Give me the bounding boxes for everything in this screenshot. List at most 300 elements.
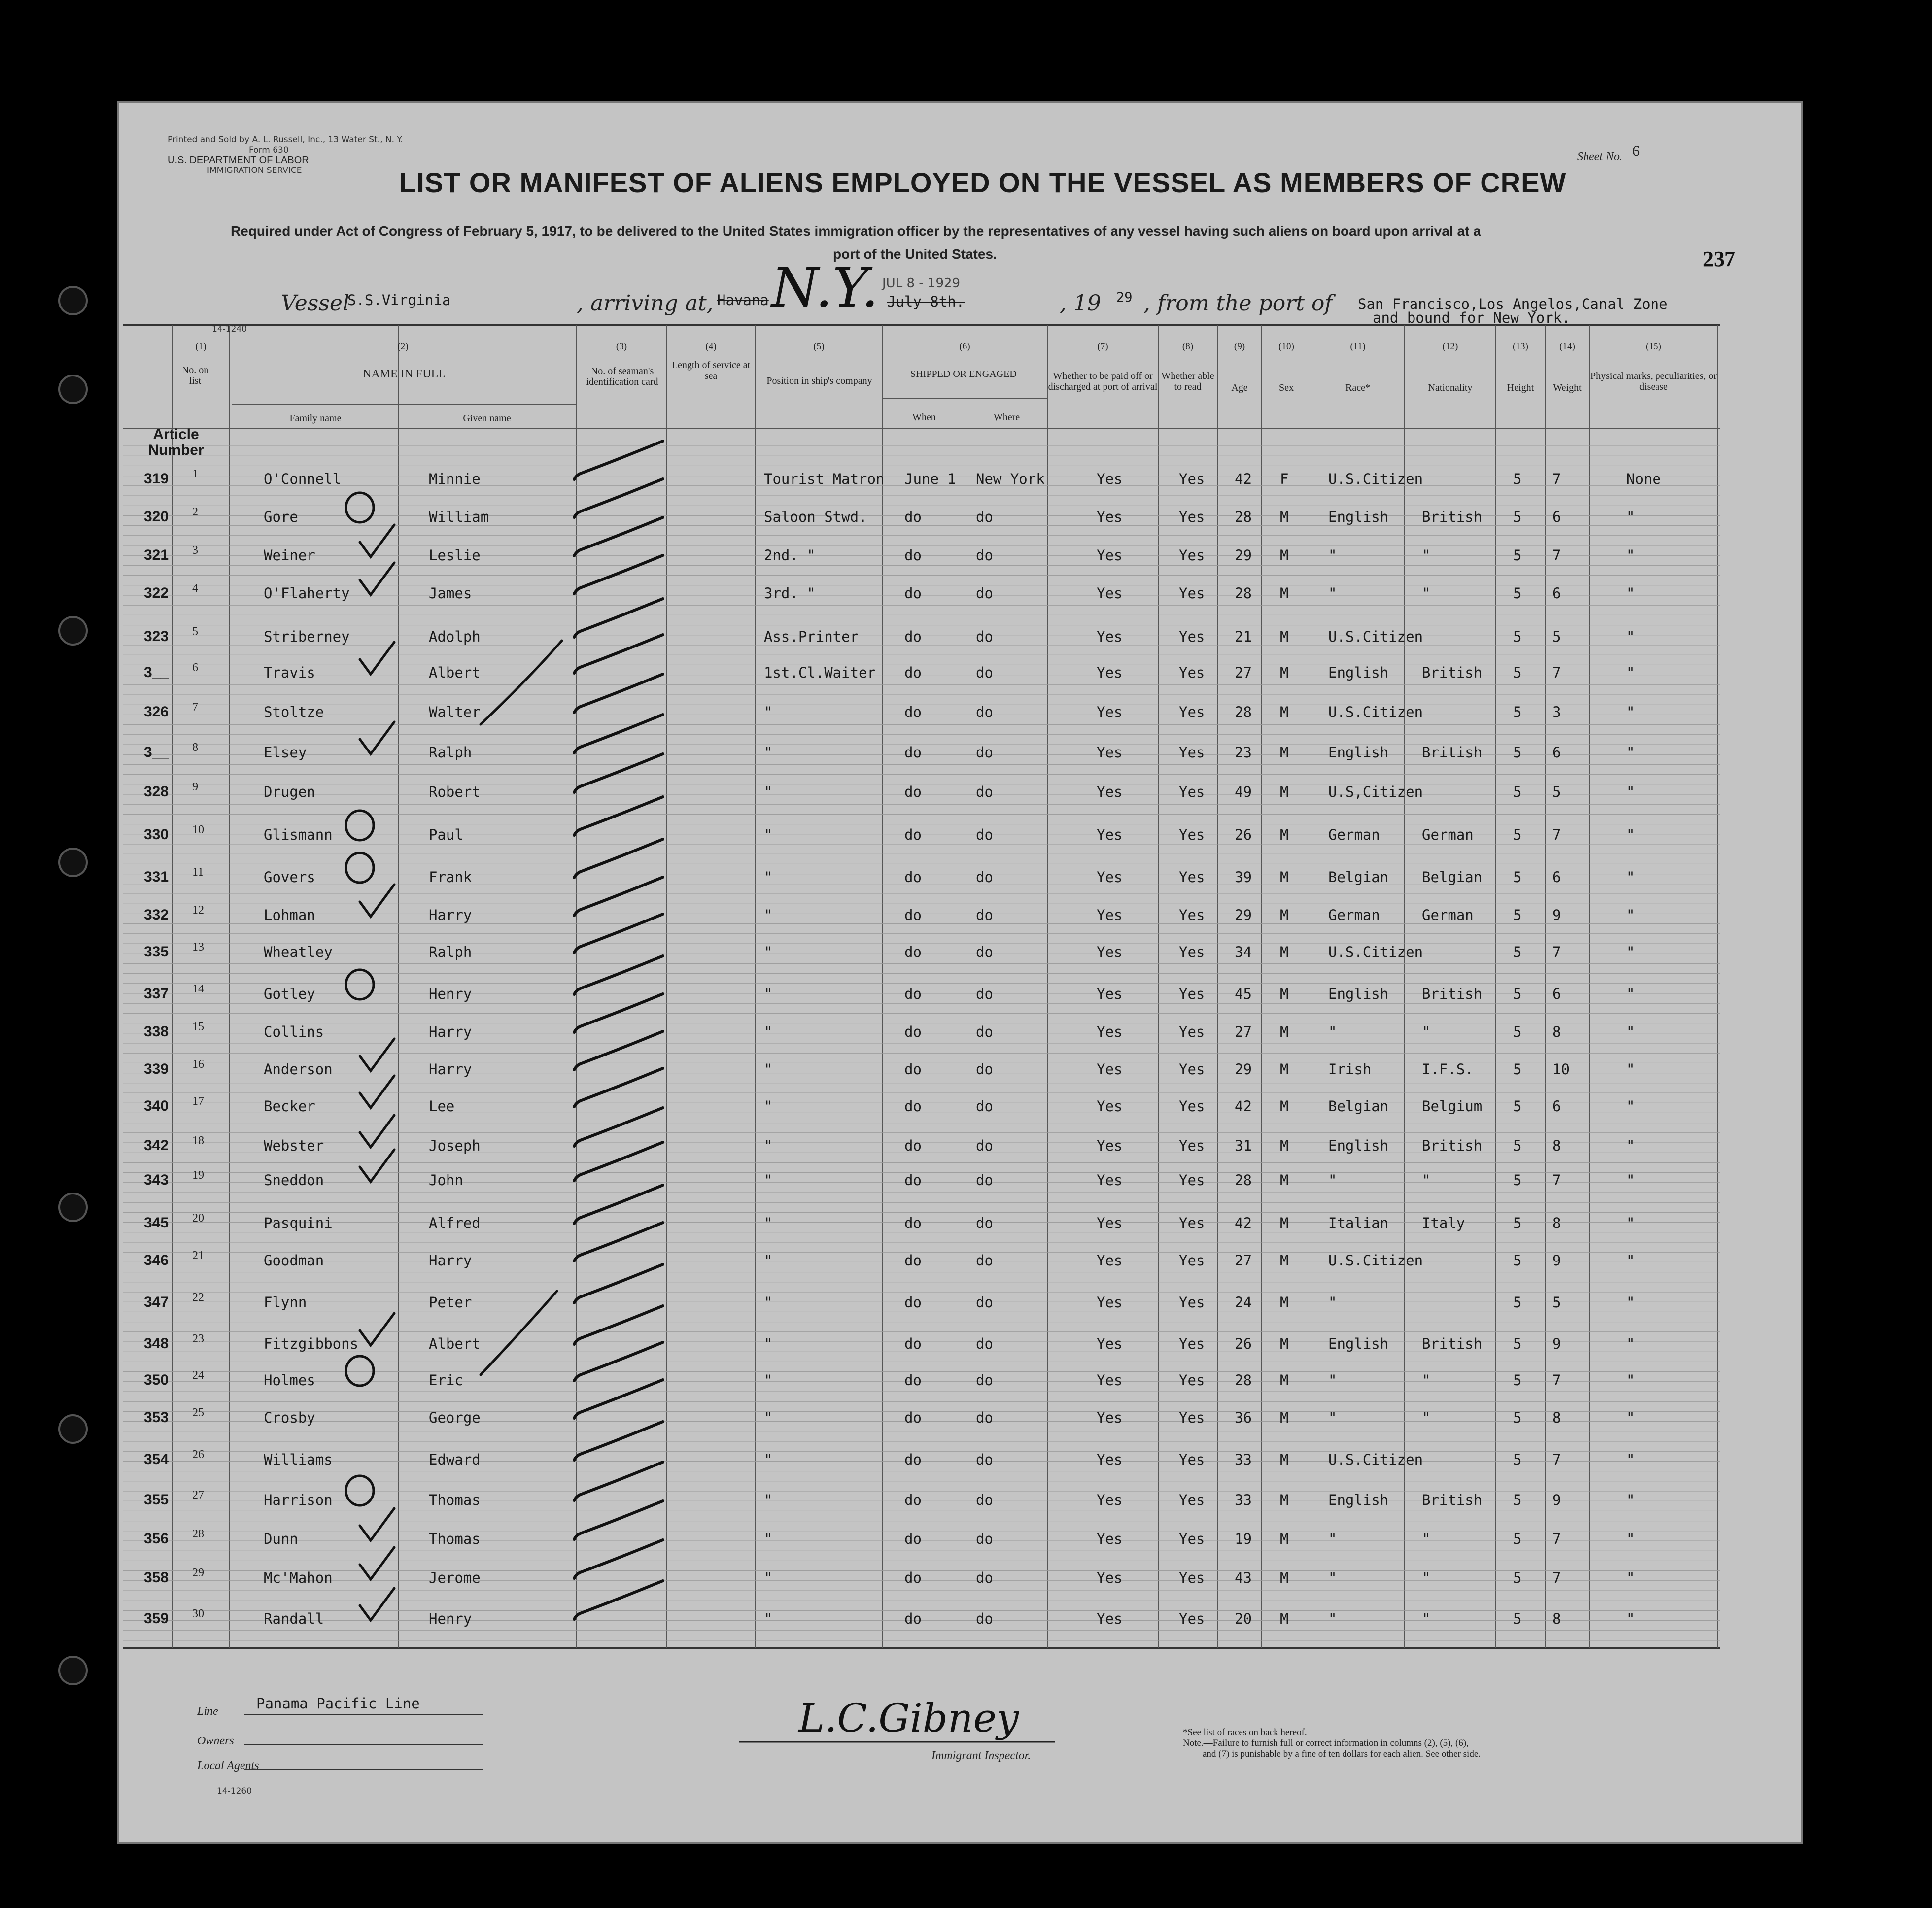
position: Tourist Matron <box>764 471 885 487</box>
id-card-check-mark <box>574 1422 663 1460</box>
paid-off: Yes <box>1097 1098 1123 1115</box>
tick-mark <box>360 885 394 917</box>
list-number: 21 <box>192 1249 204 1262</box>
paid-off: Yes <box>1097 1023 1123 1040</box>
vessel-label: Vessel <box>281 291 350 316</box>
weight: 5 <box>1552 1294 1561 1311</box>
nationality: " <box>1422 585 1431 602</box>
paid-off: Yes <box>1097 1335 1123 1352</box>
given-name: Paul <box>429 826 463 843</box>
position: Ass.Printer <box>764 628 859 645</box>
tick-mark <box>360 1039 394 1071</box>
height: 5 <box>1513 1335 1522 1352</box>
able-to-read: Yes <box>1179 1098 1205 1115</box>
shipped-where: do <box>976 1610 993 1627</box>
physical-marks: " <box>1626 869 1635 886</box>
height: 5 <box>1513 1569 1522 1586</box>
nationality: " <box>1422 1409 1431 1426</box>
nationality: " <box>1422 1172 1431 1189</box>
sex: M <box>1280 509 1289 525</box>
physical-marks: " <box>1626 986 1635 1002</box>
sex: M <box>1280 585 1289 602</box>
shipped-when: do <box>904 628 922 645</box>
shipped-when: do <box>904 1215 922 1231</box>
given-name: Ralph <box>429 944 472 960</box>
list-number: 22 <box>192 1291 204 1304</box>
race: U.S,Citizen <box>1328 784 1423 800</box>
list-number: 16 <box>192 1058 204 1071</box>
physical-marks: " <box>1626 1531 1635 1547</box>
position: " <box>764 869 773 886</box>
race: " <box>1328 1531 1337 1547</box>
id-card-check-mark <box>574 599 663 637</box>
race: " <box>1328 1610 1337 1627</box>
physical-marks: " <box>1626 585 1635 602</box>
header-family-name: Family name <box>289 413 342 424</box>
shipped-where: do <box>976 784 993 800</box>
physical-marks: " <box>1626 1252 1635 1269</box>
shipped-when: do <box>904 1137 922 1154</box>
article-number: 326 <box>144 704 169 720</box>
race: " <box>1328 1294 1337 1311</box>
position: " <box>764 1451 773 1468</box>
family-name: Fitzgibbons <box>264 1335 359 1352</box>
weight: 7 <box>1552 826 1561 843</box>
id-card-check-mark <box>574 441 663 479</box>
family-name: Becker <box>264 1098 315 1115</box>
given-name: Thomas <box>429 1531 481 1547</box>
penalty-note-2: and (7) is punishable by a fine of ten dollars for each alien. See other side. <box>1203 1749 1481 1759</box>
shipped-when: do <box>904 1492 922 1508</box>
shipped-when: do <box>904 1335 922 1352</box>
line-value: Panama Pacific Line <box>256 1695 420 1712</box>
shipped-when: do <box>904 704 922 720</box>
age: 26 <box>1235 1335 1252 1352</box>
column-number: (6) <box>959 341 970 352</box>
article-number: 358 <box>144 1569 169 1586</box>
column-number: (5) <box>813 341 825 352</box>
given-name: Walter <box>429 704 481 720</box>
able-to-read: Yes <box>1179 585 1205 602</box>
list-number: 26 <box>192 1448 204 1461</box>
paid-off: Yes <box>1097 1492 1123 1508</box>
article-number: 322 <box>144 585 169 601</box>
family-name: Elsey <box>264 744 307 761</box>
article-number: 355 <box>144 1492 169 1508</box>
article-number: 3__ <box>144 744 169 760</box>
list-number: 5 <box>192 625 198 638</box>
race: U.S.Citizen <box>1328 944 1423 960</box>
given-name: Albert <box>429 664 481 681</box>
able-to-read: Yes <box>1179 944 1205 960</box>
height: 5 <box>1513 1172 1522 1189</box>
shipped-where: do <box>976 986 993 1002</box>
id-card-check-mark <box>574 1380 663 1418</box>
nationality: " <box>1422 547 1431 564</box>
sex: M <box>1280 1023 1289 1040</box>
id-card-check-mark <box>574 1264 663 1303</box>
position: " <box>764 1372 773 1389</box>
family-name: Travis <box>264 664 315 681</box>
position: " <box>764 944 773 960</box>
race: " <box>1328 1372 1337 1389</box>
from-port-label: , from the port of <box>1143 291 1333 316</box>
able-to-read: Yes <box>1179 1023 1205 1040</box>
weight: 7 <box>1552 1569 1561 1586</box>
family-name: Gotley <box>264 986 315 1002</box>
nationality: " <box>1422 1610 1431 1627</box>
tick-mark <box>360 1508 394 1540</box>
line-label: Line <box>197 1705 218 1718</box>
list-number: 17 <box>192 1095 204 1108</box>
nationality: Belgian <box>1422 869 1483 886</box>
list-number: 13 <box>192 941 204 954</box>
shipped-when: do <box>904 1172 922 1189</box>
paid-off: Yes <box>1097 704 1123 720</box>
article-number: 335 <box>144 944 169 960</box>
shipped-where: do <box>976 547 993 564</box>
weight: 7 <box>1552 1451 1561 1468</box>
id-card-check-mark <box>574 1462 663 1500</box>
header-shipped: SHIPPED OR ENGAGED <box>910 369 1017 379</box>
article-number: 339 <box>144 1061 169 1077</box>
tick-mark <box>360 722 394 754</box>
race: " <box>1328 1409 1337 1426</box>
shipped-when: do <box>904 547 922 564</box>
sex: M <box>1280 784 1289 800</box>
physical-marks: " <box>1626 664 1635 681</box>
list-number: 10 <box>192 823 204 836</box>
given-name: Frank <box>429 869 472 886</box>
weight: 6 <box>1552 869 1561 886</box>
position: " <box>764 1098 773 1115</box>
race: " <box>1328 585 1337 602</box>
family-name: Striberney <box>264 628 350 645</box>
page-number: 237 <box>1703 247 1735 271</box>
arriving-port-struck: Havana <box>717 292 769 308</box>
article-number: 342 <box>144 1137 169 1154</box>
given-name: John <box>429 1172 463 1189</box>
able-to-read: Yes <box>1179 744 1205 761</box>
article-number: 321 <box>144 547 169 563</box>
age: 28 <box>1235 585 1252 602</box>
race: English <box>1328 1492 1389 1508</box>
able-to-read: Yes <box>1179 628 1205 645</box>
sex: M <box>1280 1569 1289 1586</box>
able-to-read: Yes <box>1179 1531 1205 1547</box>
race: " <box>1328 1023 1337 1040</box>
given-name: Peter <box>429 1294 472 1311</box>
article-number: 328 <box>144 784 169 800</box>
paid-off: Yes <box>1097 1137 1123 1154</box>
from-port-line-1: San Francisco,Los Angelos,Canal Zone <box>1358 296 1668 312</box>
physical-marks: " <box>1626 1061 1635 1078</box>
paid-off: Yes <box>1097 1531 1123 1547</box>
age: 20 <box>1235 1610 1252 1627</box>
shipped-when: do <box>904 784 922 800</box>
weight: 9 <box>1552 907 1561 923</box>
given-name: Minnie <box>429 471 481 487</box>
physical-marks: None <box>1626 471 1661 487</box>
tick-mark <box>360 1547 394 1579</box>
column-number: (12) <box>1442 341 1458 352</box>
shipped-where: do <box>976 1569 993 1586</box>
race: " <box>1328 1569 1337 1586</box>
list-number: 14 <box>192 983 204 995</box>
height: 5 <box>1513 1061 1522 1078</box>
height: 5 <box>1513 585 1522 602</box>
given-name: Leslie <box>429 547 481 564</box>
given-name: Alfred <box>429 1215 481 1231</box>
family-name: Pasquini <box>264 1215 333 1231</box>
weight: 6 <box>1552 744 1561 761</box>
age: 42 <box>1235 1215 1252 1231</box>
shipped-where: do <box>976 1294 993 1311</box>
paid-off: Yes <box>1097 1451 1123 1468</box>
year-suffix: 29 <box>1116 290 1133 305</box>
able-to-read: Yes <box>1179 1335 1205 1352</box>
height: 5 <box>1513 1215 1522 1231</box>
paid-off: Yes <box>1097 907 1123 923</box>
race: U.S.Citizen <box>1328 1252 1423 1269</box>
shipped-where: do <box>976 585 993 602</box>
column-number: (3) <box>616 341 627 352</box>
column-number: (8) <box>1182 341 1194 352</box>
paid-off: Yes <box>1097 944 1123 960</box>
age: 29 <box>1235 1061 1252 1078</box>
nationality: " <box>1422 1569 1431 1586</box>
family-name: Flynn <box>264 1294 307 1311</box>
subtitle-line-2: port of the United States. <box>833 246 997 262</box>
nationality: British <box>1422 1492 1483 1508</box>
able-to-read: Yes <box>1179 509 1205 525</box>
shipped-where: do <box>976 1252 993 1269</box>
physical-marks: " <box>1626 1023 1635 1040</box>
id-card-check-mark <box>574 1306 663 1344</box>
nationality: British <box>1422 986 1483 1002</box>
list-number: 24 <box>192 1369 204 1382</box>
list-number: 2 <box>192 506 198 518</box>
article-number: 337 <box>144 986 169 1002</box>
nationality: " <box>1422 1023 1431 1040</box>
family-name: Weiner <box>264 547 315 564</box>
able-to-read: Yes <box>1179 1372 1205 1389</box>
service-name: IMMIGRATION SERVICE <box>207 166 302 175</box>
sex: M <box>1280 1610 1289 1627</box>
local-agents-label: Local Agents <box>197 1759 259 1772</box>
position: " <box>764 1294 773 1311</box>
list-number: 23 <box>192 1332 204 1345</box>
race: Italian <box>1328 1215 1389 1231</box>
sex: M <box>1280 744 1289 761</box>
nationality: Italy <box>1422 1215 1465 1231</box>
race: " <box>1328 547 1337 564</box>
height: 5 <box>1513 744 1522 761</box>
able-to-read: Yes <box>1179 826 1205 843</box>
list-number: 8 <box>192 741 198 754</box>
given-name: Albert <box>429 1335 481 1352</box>
physical-marks: " <box>1626 784 1635 800</box>
race: U.S.Citizen <box>1328 628 1423 645</box>
id-card-check-mark <box>574 754 663 792</box>
position: " <box>764 784 773 800</box>
height: 5 <box>1513 944 1522 960</box>
list-number: 7 <box>192 701 198 714</box>
shipped-where: do <box>976 1098 993 1115</box>
list-number: 30 <box>192 1607 204 1620</box>
column-number: (9) <box>1234 341 1245 352</box>
height: 5 <box>1513 1023 1522 1040</box>
given-name: James <box>429 585 472 602</box>
able-to-read: Yes <box>1179 1215 1205 1231</box>
height: 5 <box>1513 471 1522 487</box>
weight: 7 <box>1552 1172 1561 1189</box>
sex: M <box>1280 907 1289 923</box>
date-stamp: JUL 8 - 1929 <box>882 276 961 291</box>
height: 5 <box>1513 1294 1522 1311</box>
shipped-when: do <box>904 1023 922 1040</box>
nationality: British <box>1422 664 1483 681</box>
age: 19 <box>1235 1531 1252 1547</box>
position: " <box>764 1610 773 1627</box>
paid-off: Yes <box>1097 1294 1123 1311</box>
position: Saloon Stwd. <box>764 509 867 525</box>
age: 21 <box>1235 628 1252 645</box>
position: " <box>764 1335 773 1352</box>
age: 49 <box>1235 784 1252 800</box>
able-to-read: Yes <box>1179 704 1205 720</box>
sex: M <box>1280 1252 1289 1269</box>
sex: M <box>1280 664 1289 681</box>
paid-off: Yes <box>1097 869 1123 886</box>
circle-mark <box>346 493 374 522</box>
given-name: Henry <box>429 986 472 1002</box>
id-card-check-mark <box>574 479 663 517</box>
shipped-where: do <box>976 664 993 681</box>
physical-marks: " <box>1626 744 1635 761</box>
header-length-service: Length of service at sea <box>671 360 751 381</box>
given-name: Lee <box>429 1098 455 1115</box>
id-card-check-mark <box>574 797 663 835</box>
family-name: Stoltze <box>264 704 324 720</box>
header-given-name: Given name <box>463 413 511 424</box>
weight: 5 <box>1552 628 1561 645</box>
nationality: I.F.S. <box>1422 1061 1474 1078</box>
list-number: 25 <box>192 1406 204 1419</box>
shipped-where: do <box>976 1061 993 1078</box>
paid-off: Yes <box>1097 1252 1123 1269</box>
shipped-where: do <box>976 704 993 720</box>
height: 5 <box>1513 509 1522 525</box>
article-number: 350 <box>144 1372 169 1388</box>
inspector-label: Immigrant Inspector. <box>932 1749 1031 1762</box>
age: 28 <box>1235 1172 1252 1189</box>
nationality: British <box>1422 1137 1483 1154</box>
sex: M <box>1280 1294 1289 1311</box>
able-to-read: Yes <box>1179 1252 1205 1269</box>
family-name: Wheatley <box>264 944 333 960</box>
id-card-check-mark <box>574 1031 663 1070</box>
physical-marks: " <box>1626 944 1635 960</box>
sex: M <box>1280 1335 1289 1352</box>
physical-marks: " <box>1626 628 1635 645</box>
weight: 8 <box>1552 1215 1561 1231</box>
sex: M <box>1280 1531 1289 1547</box>
family-name: Drugen <box>264 784 315 800</box>
position: " <box>764 1172 773 1189</box>
able-to-read: Yes <box>1179 1172 1205 1189</box>
position: " <box>764 1023 773 1040</box>
shipped-when: do <box>904 944 922 960</box>
race: German <box>1328 907 1380 923</box>
header-paid-off: Whether to be paid off or discharged at port of arrival <box>1048 371 1158 392</box>
header-where: Where <box>993 412 1020 423</box>
weight: 9 <box>1552 1335 1561 1352</box>
id-card-check-mark <box>574 1342 663 1381</box>
list-number: 15 <box>192 1021 204 1033</box>
weight: 8 <box>1552 1023 1561 1040</box>
race: Irish <box>1328 1061 1372 1078</box>
header-article-number: Article Number <box>148 426 204 458</box>
height: 5 <box>1513 869 1522 886</box>
family-name: Mc'Mahon <box>264 1569 333 1586</box>
position: 3rd. " <box>764 585 816 602</box>
age: 43 <box>1235 1569 1252 1586</box>
column-number: (11) <box>1350 341 1366 352</box>
shipped-where: New York <box>976 471 1045 487</box>
position: " <box>764 1492 773 1508</box>
circle-mark <box>346 1476 374 1505</box>
list-number: 3 <box>192 544 198 557</box>
shipped-where: do <box>976 1335 993 1352</box>
able-to-read: Yes <box>1179 907 1205 923</box>
position: " <box>764 1252 773 1269</box>
position: " <box>764 704 773 720</box>
paid-off: Yes <box>1097 1215 1123 1231</box>
able-to-read: Yes <box>1179 1294 1205 1311</box>
id-card-check-mark <box>574 877 663 916</box>
able-to-read: Yes <box>1179 986 1205 1002</box>
paid-off: Yes <box>1097 664 1123 681</box>
header-position: Position in ship's company <box>766 375 872 386</box>
physical-marks: " <box>1626 704 1635 720</box>
sex: M <box>1280 826 1289 843</box>
height: 5 <box>1513 907 1522 923</box>
given-name: Ralph <box>429 744 472 761</box>
position: " <box>764 1061 773 1078</box>
id-card-check-mark <box>574 555 663 594</box>
header-age: Age <box>1231 382 1248 393</box>
age: 29 <box>1235 907 1252 923</box>
family-name: Anderson <box>264 1061 333 1078</box>
circle-mark <box>346 1356 374 1386</box>
sex: M <box>1280 1172 1289 1189</box>
able-to-read: Yes <box>1179 1569 1205 1586</box>
shipped-where: do <box>976 1372 993 1389</box>
circle-mark <box>346 853 374 883</box>
article-number: 331 <box>144 869 169 885</box>
height: 5 <box>1513 784 1522 800</box>
tick-mark <box>360 1076 394 1108</box>
height: 5 <box>1513 1531 1522 1547</box>
position: " <box>764 744 773 761</box>
given-name: Jerome <box>429 1569 481 1586</box>
family-name: Dunn <box>264 1531 298 1547</box>
article-number: 320 <box>144 509 169 525</box>
family-name: Webster <box>264 1137 324 1154</box>
tick-mark <box>360 1150 394 1182</box>
shipped-when: do <box>904 1569 922 1586</box>
